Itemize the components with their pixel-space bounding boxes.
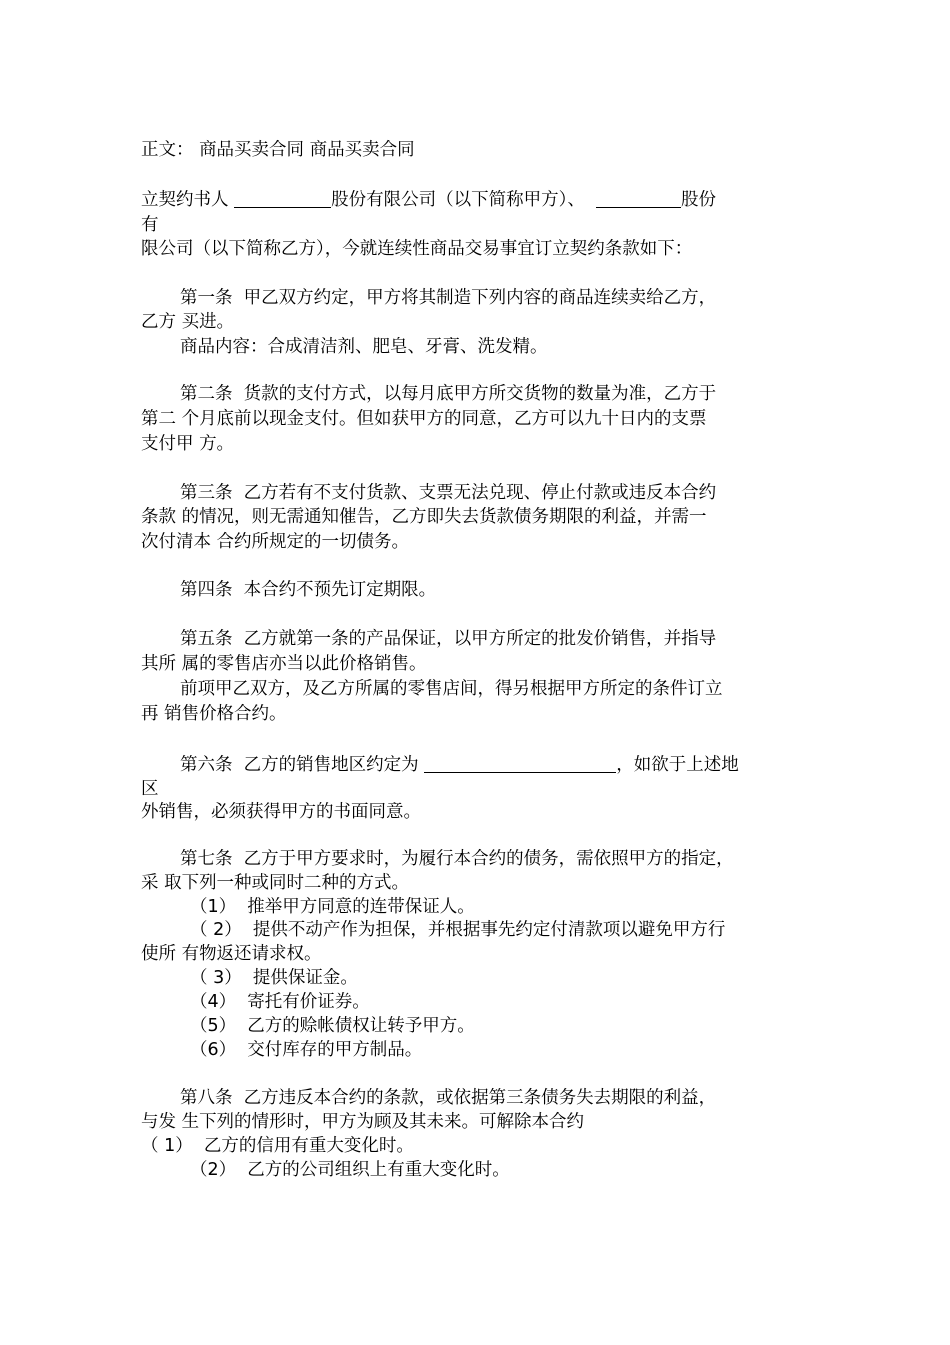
- preamble-text-c: 股份: [680, 190, 716, 210]
- article-8-item-2: （2） 乙方的公司组织上有重大变化时。: [190, 1160, 510, 1180]
- article-7-item-6: （6） 交付库存的甲方制品。: [190, 1040, 423, 1060]
- article-8-line-1: 第八条 乙方违反本合约的条款，或依据第三条债务失去期限的利益，: [180, 1088, 717, 1108]
- article-7-line-2: 采 取下列一种或同时二种的方式。: [141, 873, 410, 893]
- article-2-line-1: 第二条 货款的支付方式，以每月底甲方所交货物的数量为准，乙方于: [180, 384, 717, 404]
- document-title: 正文： 商品买卖合同 商品买卖合同: [141, 140, 415, 160]
- party-a-blank: [234, 189, 331, 208]
- article-3-line-1: 第三条 乙方若有不支付货款、支票无法兑现、停止付款或违反本合约: [180, 483, 717, 503]
- article-6-line-2: 区: [141, 779, 159, 799]
- article-7-line-1: 第七条 乙方于甲方要求时，为履行本合约的债务，需依照甲方的指定，: [180, 849, 734, 869]
- preamble-text-a: 立契约书人: [141, 190, 229, 210]
- preamble-line-3: 限公司（以下简称乙方），今就连续性商品交易事宜订立契约条款如下：: [141, 239, 693, 259]
- article-7-item-2-cont: 使所 有物返还请求权。: [141, 944, 322, 964]
- article-3-line-3: 次付清本 合约所规定的一切债务。: [141, 532, 410, 552]
- article-5-line-4: 再 销售价格合约。: [141, 704, 287, 724]
- article-1-line-3: 商品内容：合成清洁剂、肥皂、牙膏、洗发精。: [180, 337, 548, 357]
- article-1-line-2: 乙方 买进。: [141, 312, 235, 332]
- article-7-item-3: （ 3） 提供保证金。: [190, 968, 358, 988]
- article-6-text-a: 第六条 乙方的销售地区约定为: [180, 755, 419, 775]
- article-4-line-1: 第四条 本合约不预先订定期限。: [180, 580, 437, 600]
- article-2-line-3: 支付甲 方。: [141, 434, 235, 454]
- preamble-line-2: 有: [141, 215, 159, 235]
- article-8-item-1: （ 1） 乙方的信用有重大变化时。: [141, 1136, 414, 1156]
- article-5-line-1: 第五条 乙方就第一条的产品保证，以甲方所定的批发价销售，并指导: [180, 629, 717, 649]
- article-2-line-2: 第二 个月底前以现金支付。但如获甲方的同意，乙方可以九十日内的支票: [141, 409, 707, 429]
- article-7-item-1: （1） 推举甲方同意的连带保证人。: [190, 897, 475, 917]
- preamble-text-b: 股份有限公司（以下简称甲方）、: [331, 190, 585, 210]
- article-8-line-2: 与发 生下列的情形时，甲方为顾及其未来。可解除本合约: [141, 1112, 585, 1132]
- article-6-line-1: [180, 753, 739, 777]
- article-3-line-2: 条款 的情况，则无需通知催告，乙方即失去货款债务期限的利益，并需一: [141, 507, 707, 527]
- article-6-line-3: 外销售，必须获得甲方的书面同意。: [141, 802, 421, 822]
- article-7-item-5: （5） 乙方的赊帐债权让转予甲方。: [190, 1016, 475, 1036]
- article-1-line-1: 第一条 甲乙双方约定，甲方将其制造下列内容的商品连续卖给乙方，: [180, 288, 717, 308]
- article-5-line-3: 前项甲乙双方，及乙方所属的零售店间，得另根据甲方所定的条件订立: [180, 679, 723, 699]
- article-5-line-2: 其所 属的零售店亦当以此价格销售。: [141, 654, 427, 674]
- article-7-item-2: （ 2） 提供不动产作为担保，并根据事先约定付清款项以避免甲方行: [190, 920, 726, 940]
- party-b-blank: [596, 189, 681, 208]
- sales-region-blank: [424, 754, 616, 773]
- preamble-line-1: [141, 188, 716, 212]
- article-7-item-4: （4） 寄托有价证券。: [190, 992, 370, 1012]
- article-6-text-b: ，如欲于上述地: [616, 755, 739, 775]
